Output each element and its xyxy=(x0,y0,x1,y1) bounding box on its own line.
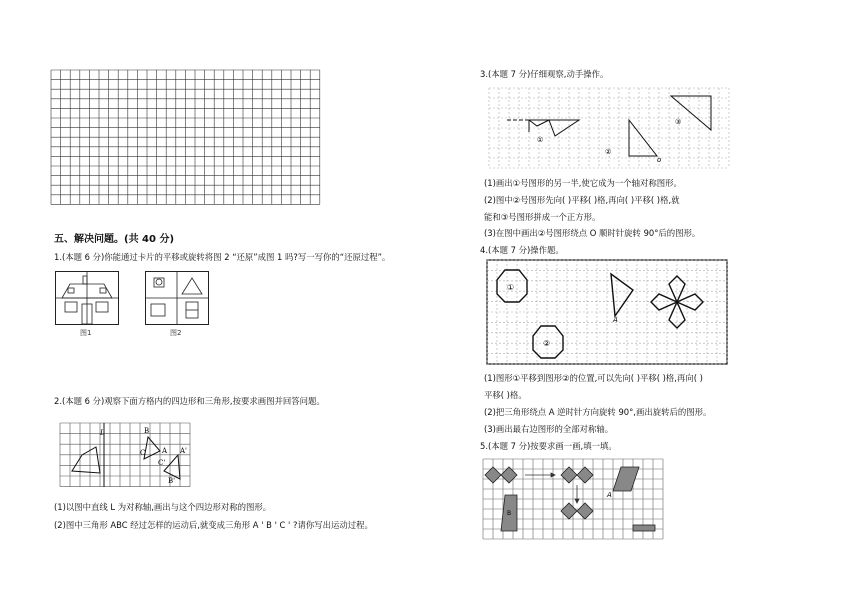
q3-sub1: (1)画出①号图形的另一半,使它成为一个轴对称图形。 xyxy=(484,178,682,188)
q4-label-A: A xyxy=(613,316,618,324)
question-2-text: 2.(本题 6 分)观察下面方格内的四边形和三角形,按要求画图并回答问题。 xyxy=(54,396,325,406)
q3-sub2a: (2)图中②号图形先向( )平移( )格,再向( )平移( )格,就 xyxy=(484,195,680,205)
q3-grid-figure xyxy=(489,84,729,170)
q3-sub2b: 能和③号图形拼成一个正方形。 xyxy=(484,212,601,222)
question-4-text: 4.(本题 7 分)操作题。 xyxy=(480,245,564,255)
q3-label-3: ③ xyxy=(675,118,682,126)
q5-label-B: B xyxy=(507,510,512,517)
q4-label-1: ① xyxy=(507,283,515,292)
q3-label-2: ② xyxy=(605,148,612,156)
q2-label-B2: B' xyxy=(168,477,176,485)
q4-label-2: ② xyxy=(543,339,551,348)
q1-fig1-caption: 图1 xyxy=(80,329,92,337)
q3-label-1: ① xyxy=(537,136,544,144)
q3-sub3: (3)在图中画出②号图形绕点 O 顺时针旋转 90°后的图形。 xyxy=(484,228,701,238)
q2-label-B: B xyxy=(144,427,150,435)
section-title: 五、解决问题。(共 40 分) xyxy=(54,234,175,245)
q2-label-C2: C' xyxy=(158,459,166,467)
q1-figure-2 xyxy=(145,271,209,325)
q2-label-L: L xyxy=(100,429,105,437)
q1-figure-1 xyxy=(55,271,119,325)
q2-label-A: A xyxy=(162,447,168,455)
question-1-text: 1.(本题 6 分)你能通过卡片的平移或旋转将图 2 “还原”成图 1 吗?写一写你的“还原过程”。 xyxy=(54,252,391,262)
q2-sub1: (1)以图中直线 L 为对称轴,画出与这个四边形对称的图形。 xyxy=(54,502,272,512)
q2-label-C: C xyxy=(140,449,146,457)
q1-fig2-caption: 图2 xyxy=(170,329,182,337)
q4-sub3: (3)画出最右边图形的全部对称轴。 xyxy=(484,424,614,434)
q4-sub1b: 平移( )格。 xyxy=(484,390,527,400)
q5-grid-figure xyxy=(483,459,663,539)
q3-label-o: o xyxy=(657,156,662,164)
q2-label-A2: A' xyxy=(180,447,187,455)
q4-grid-figure xyxy=(487,260,727,364)
q4-sub1a: (1)图形①平移到图形②的位置,可以先向( )平移( )格,再向( ) xyxy=(484,373,703,383)
q5-label-A: A xyxy=(607,491,612,499)
q2-sub2: (2)图中三角形 ABC 经过怎样的运动后,就变成三角形 A ' B ' C ' ?请你写出运动过程。 xyxy=(54,520,373,530)
q2-grid-figure xyxy=(60,419,190,487)
question-3-text: 3.(本题 7 分)仔细观察,动手操作。 xyxy=(480,69,609,79)
question-5-text: 5.(本题 7 分)按要求画一画,填一填。 xyxy=(480,441,617,451)
q4-sub2: (2)把三角形绕点 A 逆时针方向旋转 90°,画出旋转后的图形。 xyxy=(484,407,712,417)
